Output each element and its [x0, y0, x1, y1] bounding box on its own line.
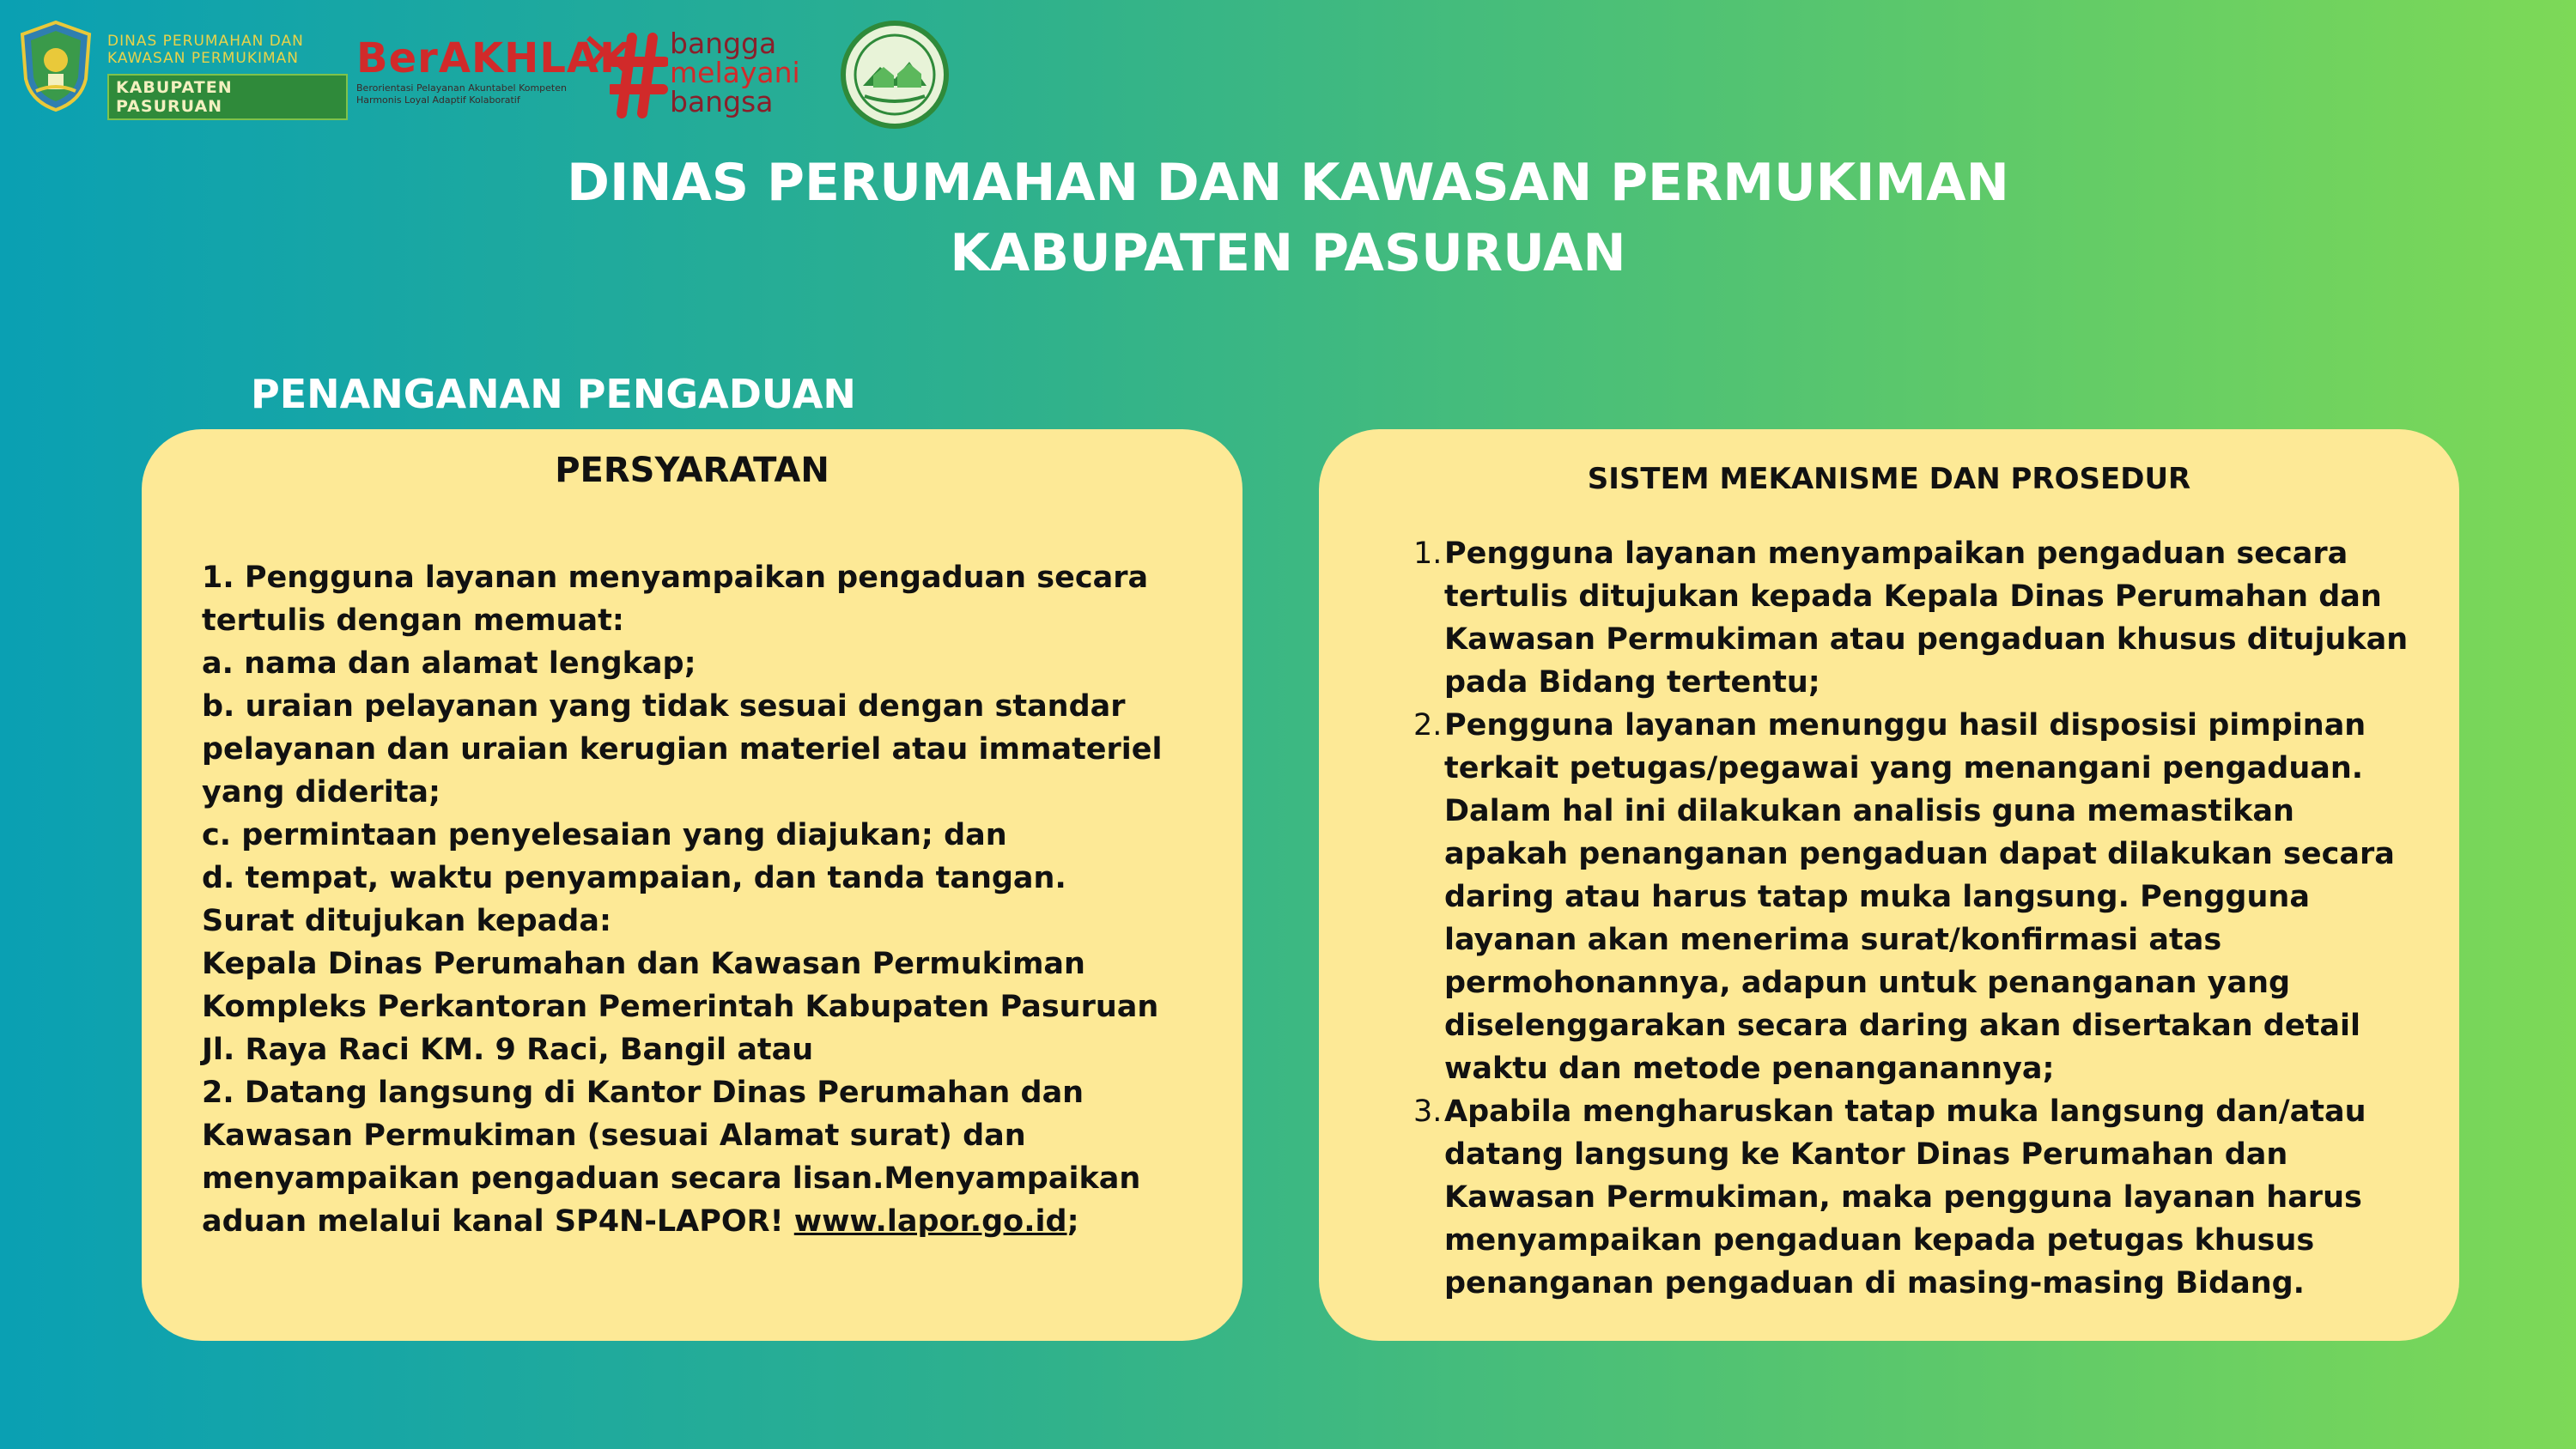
- requirements-line: d. tempat, waktu penyampaian, dan tanda tangan.: [202, 861, 1066, 895]
- requirements-line: Kompleks Perkantoran Pemerintah Kabupaten Pasuruan Jl. Raya Raci KM. 9 Raci, Bangil atau: [202, 990, 1159, 1067]
- dinas-logo-kabupaten: KABUPATEN PASURUAN: [107, 74, 348, 120]
- page-title-line1: DINAS PERUMAHAN DAN KAWASAN PERMUKIMAN: [567, 153, 2009, 213]
- requirements-body: [202, 556, 1198, 1243]
- dinas-logo-line1: DINAS PERUMAHAN DAN: [107, 33, 304, 50]
- list-item: [1413, 704, 2427, 1090]
- hashtag-icon: [610, 33, 668, 118]
- lapor-link[interactable]: www.lapor.go.id: [793, 1204, 1067, 1239]
- procedure-heading: SISTEM MEKANISME DAN PROSEDUR: [1587, 462, 2191, 496]
- bangga-text: [670, 29, 800, 117]
- list-item-number: 2.: [1413, 708, 1443, 743]
- requirements-line: b. uraian pelayanan yang tidak sesuai dengan standar pelayanan dan uraian kerugian materiel atau immateriel yang diderita;: [202, 689, 1163, 809]
- bangga-line1: bangga: [670, 27, 777, 60]
- berakhlak-sub1: Berorientasi Pelayanan Akuntabel Kompeten: [356, 82, 567, 94]
- procedure-card: [1319, 429, 2459, 1341]
- page-title-line2: KABUPATEN PASURUAN: [950, 223, 1626, 283]
- permukiman-seal-icon: [837, 17, 953, 133]
- requirements-line: 1. Pengguna layanan menyampaikan pengaduan secara tertulis dengan memuat:: [202, 561, 1149, 638]
- requirements-heading: PERSYARATAN: [555, 451, 829, 490]
- berakhlak-sub2: Harmonis Loyal Adaptif Kolaboratif: [356, 94, 520, 106]
- requirements-line: Surat ditujukan kepada:: [202, 904, 611, 938]
- list-item-number: 3.: [1413, 1094, 1443, 1129]
- list-item-text: Pengguna layanan menyampaikan pengaduan secara tertulis ditujukan kepada Kepala Dinas Perumahan dan Kawasan Permukiman atau pengaduan khusus ditujukan pada Bidang tertentu;: [1444, 537, 2409, 700]
- list-item: [1413, 532, 2427, 704]
- berakhlak-wordmark: BerAKHLAK: [356, 34, 633, 82]
- procedure-list: [1413, 532, 2427, 1305]
- lapor-link-suffix: ;: [1066, 1204, 1079, 1239]
- list-item-text: Pengguna layanan menunggu hasil disposisi pimpinan terkait petugas/pegawai yang menangani pengaduan. Dalam hal ini dilakukan analisis guna memastikan apakah penanganan pengaduan dapat dilakukan secara daring atau harus tatap muka langsung. Pengguna layanan akan menerima surat/konfirmasi atas permohonannya, adapun untuk penanganan yang diselenggarakan secara daring akan disertakan detail waktu dan metode penanganannya;: [1444, 708, 2395, 1086]
- kabupaten-pasuruan-emblem-icon: [17, 19, 94, 113]
- bangga-line3: bangsa: [670, 85, 774, 118]
- bangga-line2: melayani: [670, 56, 800, 89]
- dinas-logo-line2: KAWASAN PERMUKIMAN: [107, 50, 300, 67]
- berakhlak-logo: [356, 34, 633, 106]
- section-title: PENANGANAN PENGADUAN: [251, 371, 856, 417]
- dinas-logo-text: [107, 33, 348, 120]
- chevron-right-icon: [583, 34, 609, 69]
- requirements-line: Kepala Dinas Perumahan dan Kawasan Permukiman: [202, 947, 1085, 981]
- bangga-melayani-bangsa-logo: [610, 26, 816, 120]
- requirements-line-last: [202, 1071, 1198, 1243]
- requirements-line: c. permintaan penyelesaian yang diajukan; dan: [202, 818, 1007, 852]
- requirements-line: a. nama dan alamat lengkap;: [202, 646, 696, 681]
- requirements-line-text: 2. Datang langsung di Kantor Dinas Perumahan dan Kawasan Permukiman (sesuai Alamat surat) dan menyampaikan pengaduan secara lisan.Menyampaikan aduan melalui kanal SP4N-LAPOR!: [202, 1076, 1141, 1239]
- requirements-card: [142, 429, 1242, 1341]
- page-title: [0, 148, 2576, 288]
- list-item-text: Apabila mengharuskan tatap muka langsung dan/atau datang langsung ke Kantor Dinas Perumahan dan Kawasan Permukiman, maka pengguna layanan harus menyampaikan pengaduan kepada petugas khusus penanganan pengaduan di masing-masing Bidang.: [1444, 1094, 2366, 1300]
- list-item: [1413, 1090, 2427, 1305]
- list-item-number: 1.: [1413, 537, 1443, 571]
